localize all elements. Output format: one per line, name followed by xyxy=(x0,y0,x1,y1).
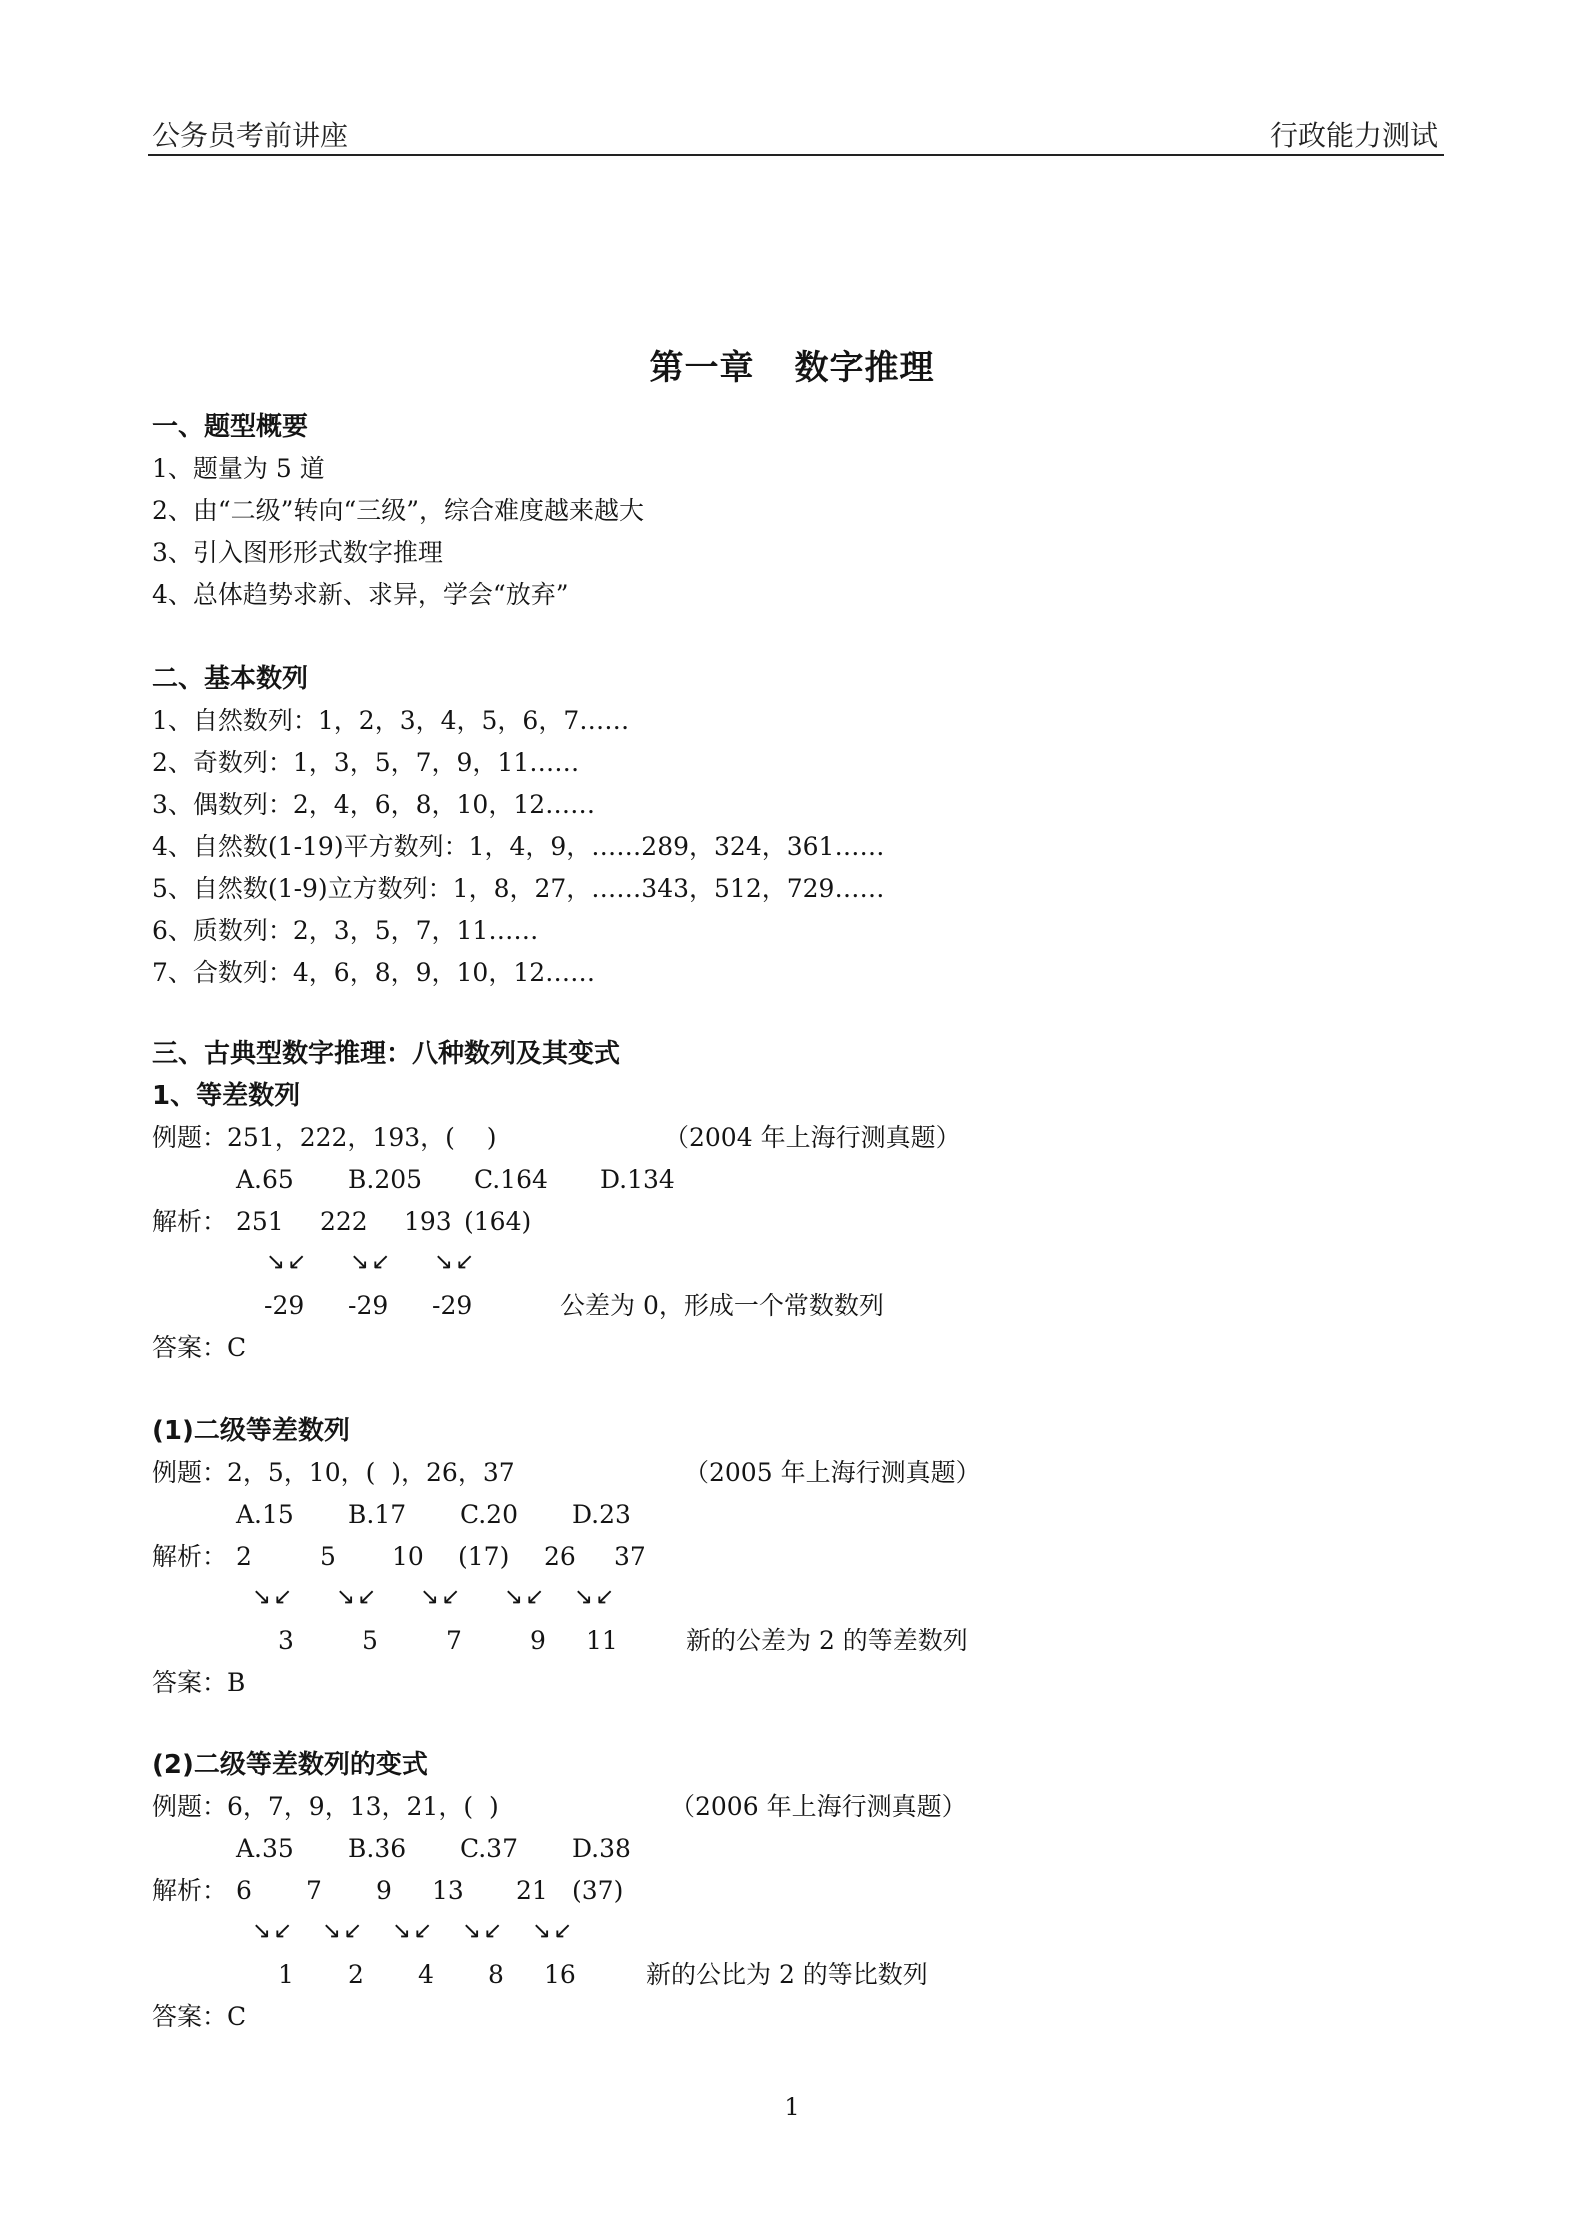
list-item: 2、奇数列：1，3，5，7，9，11…… xyxy=(152,748,580,777)
difference-term: -29 xyxy=(264,1291,305,1320)
option: D.23 xyxy=(572,1500,631,1529)
sequence-term: 251 xyxy=(236,1207,284,1236)
arrow-pair: ↘↙ xyxy=(252,1918,295,1944)
option: D.134 xyxy=(600,1165,675,1194)
sequence-term: 193 xyxy=(404,1207,452,1236)
difference-term: 11 xyxy=(586,1626,618,1655)
option: C.164 xyxy=(474,1165,548,1194)
example-source: （2005 年上海行测真题） xyxy=(684,1458,981,1487)
sequence-term: 37 xyxy=(614,1542,646,1571)
difference-term: 9 xyxy=(530,1626,546,1655)
arrow-pair: ↘↙ xyxy=(350,1249,393,1275)
section-1-title: 一、题型概要 xyxy=(152,412,309,442)
sequence-term: 6 xyxy=(236,1876,252,1905)
list-item: 6、质数列：2，3，5，7，11…… xyxy=(152,916,539,945)
arrow-pair: ↘↙ xyxy=(574,1584,617,1610)
sequence-term: (37) xyxy=(572,1876,624,1905)
example-source: （2006 年上海行测真题） xyxy=(670,1792,967,1821)
sequence-term: 222 xyxy=(320,1207,368,1236)
header-left: 公务员考前讲座 xyxy=(152,119,349,152)
list-item: 4、自然数(1-19)平方数列：1，4，9，……289，324，361…… xyxy=(152,832,885,861)
list-item: 1、题量为 5 道 xyxy=(152,454,325,483)
answer: 答案：C xyxy=(152,1333,247,1362)
sequence-term: 26 xyxy=(544,1542,576,1571)
option: A.15 xyxy=(236,1500,294,1529)
option: D.38 xyxy=(572,1834,631,1863)
sequence-term: 21 xyxy=(516,1876,548,1905)
subsection-title: 1、等差数列 xyxy=(152,1081,301,1111)
arrow-pair: ↘↙ xyxy=(434,1249,477,1275)
analysis-note: 新的公差为 2 的等差数列 xyxy=(686,1626,968,1655)
analysis-label: 解析： xyxy=(152,1876,228,1905)
section-2-title: 二、基本数列 xyxy=(152,664,309,694)
example-source: （2004 年上海行测真题） xyxy=(664,1123,961,1152)
difference-term: -29 xyxy=(348,1291,389,1320)
sequence-term: 2 xyxy=(236,1542,252,1571)
arrow-pair: ↘↙ xyxy=(532,1918,575,1944)
difference-term: -29 xyxy=(432,1291,473,1320)
list-item: 1、自然数列：1，2，3，4，5，6，7…… xyxy=(152,706,630,735)
analysis-note: 公差为 0，形成一个常数数列 xyxy=(560,1291,884,1320)
difference-term: 2 xyxy=(348,1960,364,1989)
option: C.20 xyxy=(460,1500,518,1529)
difference-term: 1 xyxy=(278,1960,294,1989)
section-3-title: 三、古典型数字推理：八种数列及其变式 xyxy=(152,1039,621,1069)
example-question: 例题：2，5，10，( )，26，37 xyxy=(152,1458,515,1487)
sequence-term: 13 xyxy=(432,1876,464,1905)
answer: 答案：C xyxy=(152,2002,247,2031)
sequence-term: (164) xyxy=(464,1207,532,1236)
arrow-pair: ↘↙ xyxy=(504,1584,547,1610)
analysis-note: 新的公比为 2 的等比数列 xyxy=(646,1960,928,1989)
chapter-title xyxy=(0,340,1584,389)
arrow-pair: ↘↙ xyxy=(336,1584,379,1610)
arrow-pair: ↘↙ xyxy=(322,1918,365,1944)
difference-term: 4 xyxy=(418,1960,434,1989)
arrow-pair: ↘↙ xyxy=(252,1584,295,1610)
difference-term: 16 xyxy=(544,1960,576,1989)
header-right: 行政能力测试 xyxy=(1269,119,1438,152)
subsection-title: (1)二级等差数列 xyxy=(152,1416,350,1446)
list-item: 3、偶数列：2，4，6，8，10，12…… xyxy=(152,790,596,819)
sequence-term: 9 xyxy=(376,1876,392,1905)
analysis-label: 解析： xyxy=(152,1207,228,1236)
option: B.36 xyxy=(348,1834,407,1863)
arrow-pair: ↘↙ xyxy=(462,1918,505,1944)
sequence-term: (17) xyxy=(458,1542,510,1571)
difference-term: 3 xyxy=(278,1626,294,1655)
list-item: 3、引入图形形式数字推理 xyxy=(152,538,443,567)
list-item: 2、由“二级”转向“三级”，综合难度越来越大 xyxy=(152,496,645,525)
answer: 答案：B xyxy=(152,1668,246,1697)
difference-term: 5 xyxy=(362,1626,378,1655)
page-header xyxy=(148,114,1444,156)
option: B.205 xyxy=(348,1165,423,1194)
difference-term: 8 xyxy=(488,1960,504,1989)
option: A.35 xyxy=(236,1834,294,1863)
example-question: 例题：251，222，193，( ) xyxy=(152,1123,497,1152)
sequence-term: 7 xyxy=(306,1876,322,1905)
sequence-term: 5 xyxy=(320,1542,336,1571)
list-item: 4、总体趋势求新、求异，学会“放弃” xyxy=(152,580,569,609)
option: C.37 xyxy=(460,1834,518,1863)
chapter-number: 第一章 xyxy=(649,348,755,388)
subsection-title: (2)二级等差数列的变式 xyxy=(152,1750,428,1780)
list-item: 7、合数列：4，6，8，9，10，12…… xyxy=(152,958,596,987)
option: B.17 xyxy=(348,1500,407,1529)
chapter-name: 数字推理 xyxy=(794,348,935,388)
arrow-pair: ↘↙ xyxy=(266,1249,309,1275)
arrow-pair: ↘↙ xyxy=(420,1584,463,1610)
analysis-label: 解析： xyxy=(152,1542,228,1571)
example-question: 例题：6，7，9，13，21，( ) xyxy=(152,1792,499,1821)
sequence-term: 10 xyxy=(392,1542,424,1571)
option: A.65 xyxy=(236,1165,294,1194)
list-item: 5、自然数(1-9)立方数列：1，8，27，……343，512，729…… xyxy=(152,874,885,903)
page-number: 1 xyxy=(784,2093,800,2121)
arrow-pair: ↘↙ xyxy=(392,1918,435,1944)
difference-term: 7 xyxy=(446,1626,462,1655)
